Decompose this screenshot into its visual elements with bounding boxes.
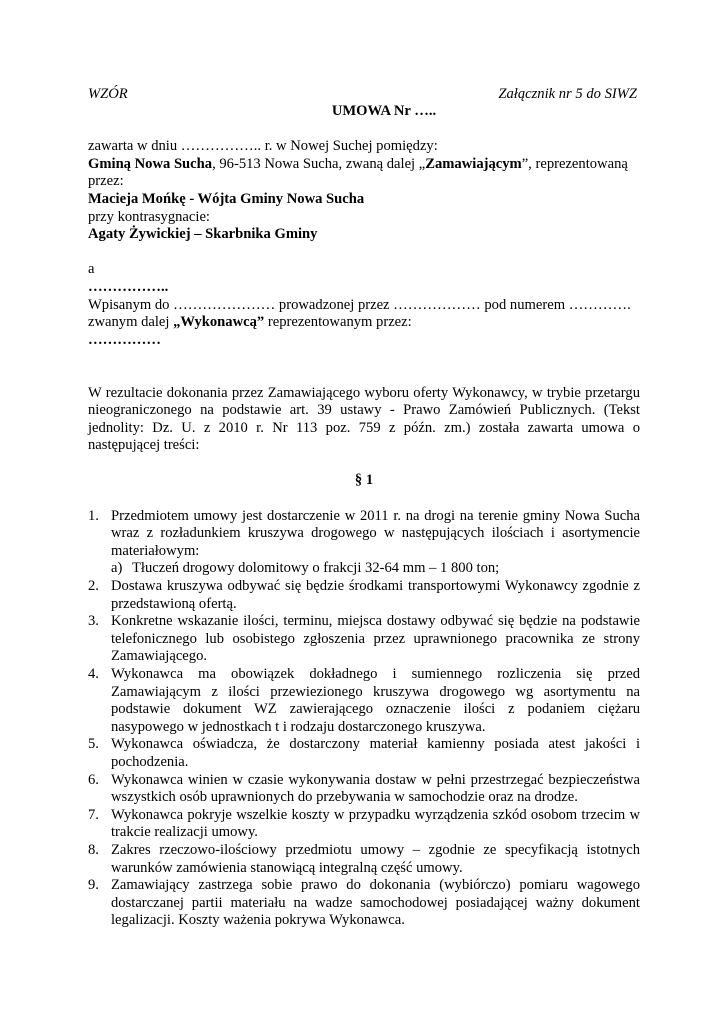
item-number: 7. (88, 806, 99, 823)
contractor-role-pre: zwanym dalej (88, 314, 174, 331)
item-text: Wykonawca ma obowiązek dokładnego i sumiennego rozliczenia się przed Zamawiającym z ilości przewiezionego kruszywa drogowego wg asortymentu na podstawie dokument WZ zawierającego oznaczenie ilości z podaniem ciężaru nasypowego w jednostkach t i rodzaju dostarczonego kruszywa. (111, 666, 640, 735)
treasurer-name (88, 226, 640, 244)
item-text: Przedmiotem umowy jest dostarczenie w 2011 r. na drogi na terenie gminy Nowa Sucha wraz z rozładunkiem kruszywa drogowego w następujących ilościach i asortymencie materiałowym: (111, 507, 640, 559)
contractor-role-post: reprezentowanym przez: (264, 314, 412, 331)
and-label: a (88, 261, 95, 278)
registry-line: Wpisanym do ………………… prowadzonej przez ……………… pod numerem …………. (88, 296, 631, 313)
contractor-rep-placeholder (88, 332, 640, 350)
item-number: 6. (88, 771, 99, 788)
list-item (88, 613, 640, 666)
list-item (88, 508, 640, 578)
item-number: 5. (88, 736, 99, 753)
intro-paragraph: W rezultacie dokonania przez Zamawiającego wyboru oferty Wykonawcy, w trybie przetargu nieograniczonego na podstawie art. 39 ustawy - Prawo Zamówień Publicznych. (Tekst jednolity: Dz. U. z 2010 r. Nr 113 poz. 759 z późn. zm.) została zawarta umowa o następującej treści: (88, 384, 640, 454)
item-number: 3. (88, 613, 99, 630)
contractor-dots: …………….. (88, 278, 169, 295)
item-number: 4. (88, 666, 99, 682)
treasurer-name-text: Agaty Żywickiej – Skarbnika Gminy (88, 226, 318, 243)
section-heading: § 1 (354, 472, 374, 489)
list-item (88, 877, 640, 930)
attachment-label: Załącznik nr 5 do SIWZ (498, 86, 637, 102)
sub-item-text: Tłuczeń drogowy dolomitowy o frakcji 32-64 mm – 1 800 ton; (132, 560, 500, 577)
document-page (88, 86, 640, 930)
item-text: Dostawa kruszywa odbywać się będzie środkami transportowymi Wykonawcy zgodnie z przedstawioną ofertą. (111, 578, 640, 612)
contractor-rep-dots: …………… (88, 331, 161, 348)
item-text: Zamawiający zastrzega sobie prawo do dokonania (wybiórczo) pomiaru wagowego dostarczanej partii materiału na wadze samochodowej posiadającej ważny dokument legalizacji. Koszty ważenia pokrywa Wykonawca. (111, 877, 640, 929)
ordering-party-line (88, 156, 640, 174)
contract-title: UMOWA Nr ….. (331, 103, 437, 119)
provisions-list (88, 508, 640, 930)
item-text: Wykonawca winien w czasie wykonywania dostaw w pełni przestrzegać bezpieczeństwa wszystkich osób uprawnionych do przebywania w samochodzie oraz na drodze. (111, 771, 640, 806)
ordering-party-name: Gminą Nowa Sucha (88, 155, 213, 172)
ordering-party-role: Zamawiającym (425, 155, 522, 172)
list-item (88, 842, 640, 877)
item-number: 9. (88, 877, 99, 894)
contractor-role-line (88, 314, 640, 332)
list-item (88, 772, 640, 807)
item-number: 2. (88, 578, 99, 595)
by-label: przez: (88, 173, 124, 190)
list-item (88, 578, 640, 613)
item-text: Konkretne wskazanie ilości, terminu, miejsca dostawy odbywać się będzie na podstawie telefonicznego lub osobistego zgłoszenia przez uprawnionego pracownika ze strony Zamawiającego. (111, 613, 640, 665)
item-number: 8. (88, 841, 99, 858)
ordering-party-address: , 96-513 Nowa Sucha, zwaną dalej „ (212, 155, 426, 172)
list-item (88, 807, 640, 842)
list-item (88, 666, 640, 736)
contract-date-line: zawarta w dniu …………….. r. w Nowej Suchej pomiędzy: (88, 138, 438, 155)
list-item (88, 736, 640, 771)
representative-name-text: Macieja Mońkę - Wójta Gminy Nowa Sucha (88, 190, 365, 207)
contractor-role: „Wykonawcą” (173, 314, 265, 331)
sub-item-letter: a) (111, 560, 123, 577)
item-text: Zakres rzeczowo-ilościowy przedmiotu umowy – zgodnie ze specyfikacją istotnych warunków zamówienia stanowiącą integralną część umowy. (111, 841, 640, 876)
item-number: 1. (88, 507, 99, 524)
item-text: Wykonawca pokryje wszelkie koszty w przypadku wyrządzenia szkód osobom trzecim w trakcie realizacji umowy. (111, 806, 640, 841)
ordering-party-tail: ”, reprezentowaną (521, 155, 628, 172)
template-label: WZÓR (88, 86, 128, 102)
countersignature-label: przy kontrasygnacie: (88, 208, 210, 225)
item-text: Wykonawca oświadcza, że dostarczony materiał kamienny posiada atest jakości i pochodzenia. (111, 736, 640, 770)
document-header (88, 86, 640, 104)
representative-name (88, 191, 640, 209)
contractor-placeholder (88, 279, 640, 297)
sub-item (111, 560, 640, 578)
